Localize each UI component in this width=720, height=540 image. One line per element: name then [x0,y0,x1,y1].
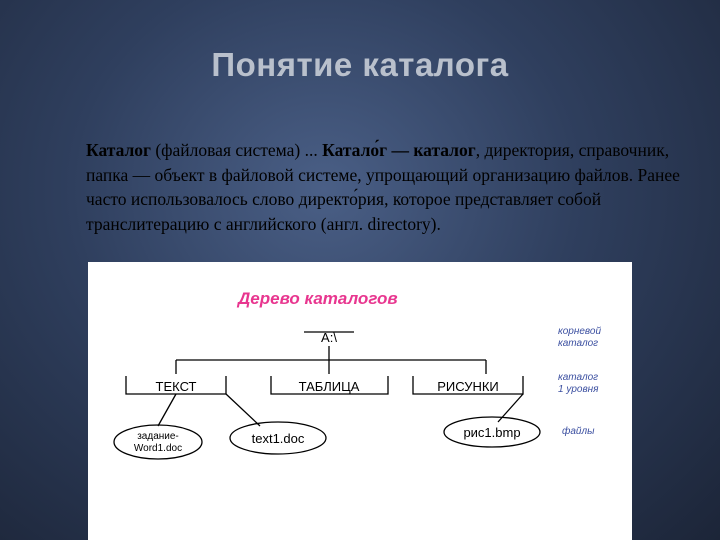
root-node-label: А:\ [321,330,337,345]
term-catalog-accented: Катало́г — каталог [322,140,476,160]
term-catalog: Каталог [86,140,151,160]
connector-file1 [158,394,176,426]
note-root-line1: корневой [558,326,602,337]
directory-tree-diagram [88,262,632,540]
connector-file2 [226,394,260,426]
file-word1-line1: задание- [137,431,179,442]
slide-title: Понятие каталога [211,46,509,83]
definition-paragraph [86,138,686,236]
note-files: файлы [562,426,595,437]
note-root-line2: каталог [558,338,599,349]
file-word1-line2: Word1.doc [133,443,183,454]
folder-pictures-label: РИСУНКИ [437,379,499,394]
paragraph-part1: (файловая система) ... [150,140,323,160]
folder-text-label: ТЕКСТ [155,379,197,394]
diagram-title: Дерево каталогов [238,289,398,308]
directory-tree-svg [88,262,632,540]
folder-table-label: ТАБЛИЦА [298,379,360,394]
file-text1-label: text1.doc [251,431,305,446]
paragraph-part2: , директория, справочник, папка — объект в файловой системе, упрощающий организацию файлов. Ранее часто использовалось слово директо́рия, которое представляет собой транслитерацию с английского (англ. directory). [86,140,680,234]
note-level-line2: 1 уровня [558,384,599,395]
file-pic1-label: рис1.bmp [463,425,521,440]
note-level-line1: каталог [558,372,599,383]
